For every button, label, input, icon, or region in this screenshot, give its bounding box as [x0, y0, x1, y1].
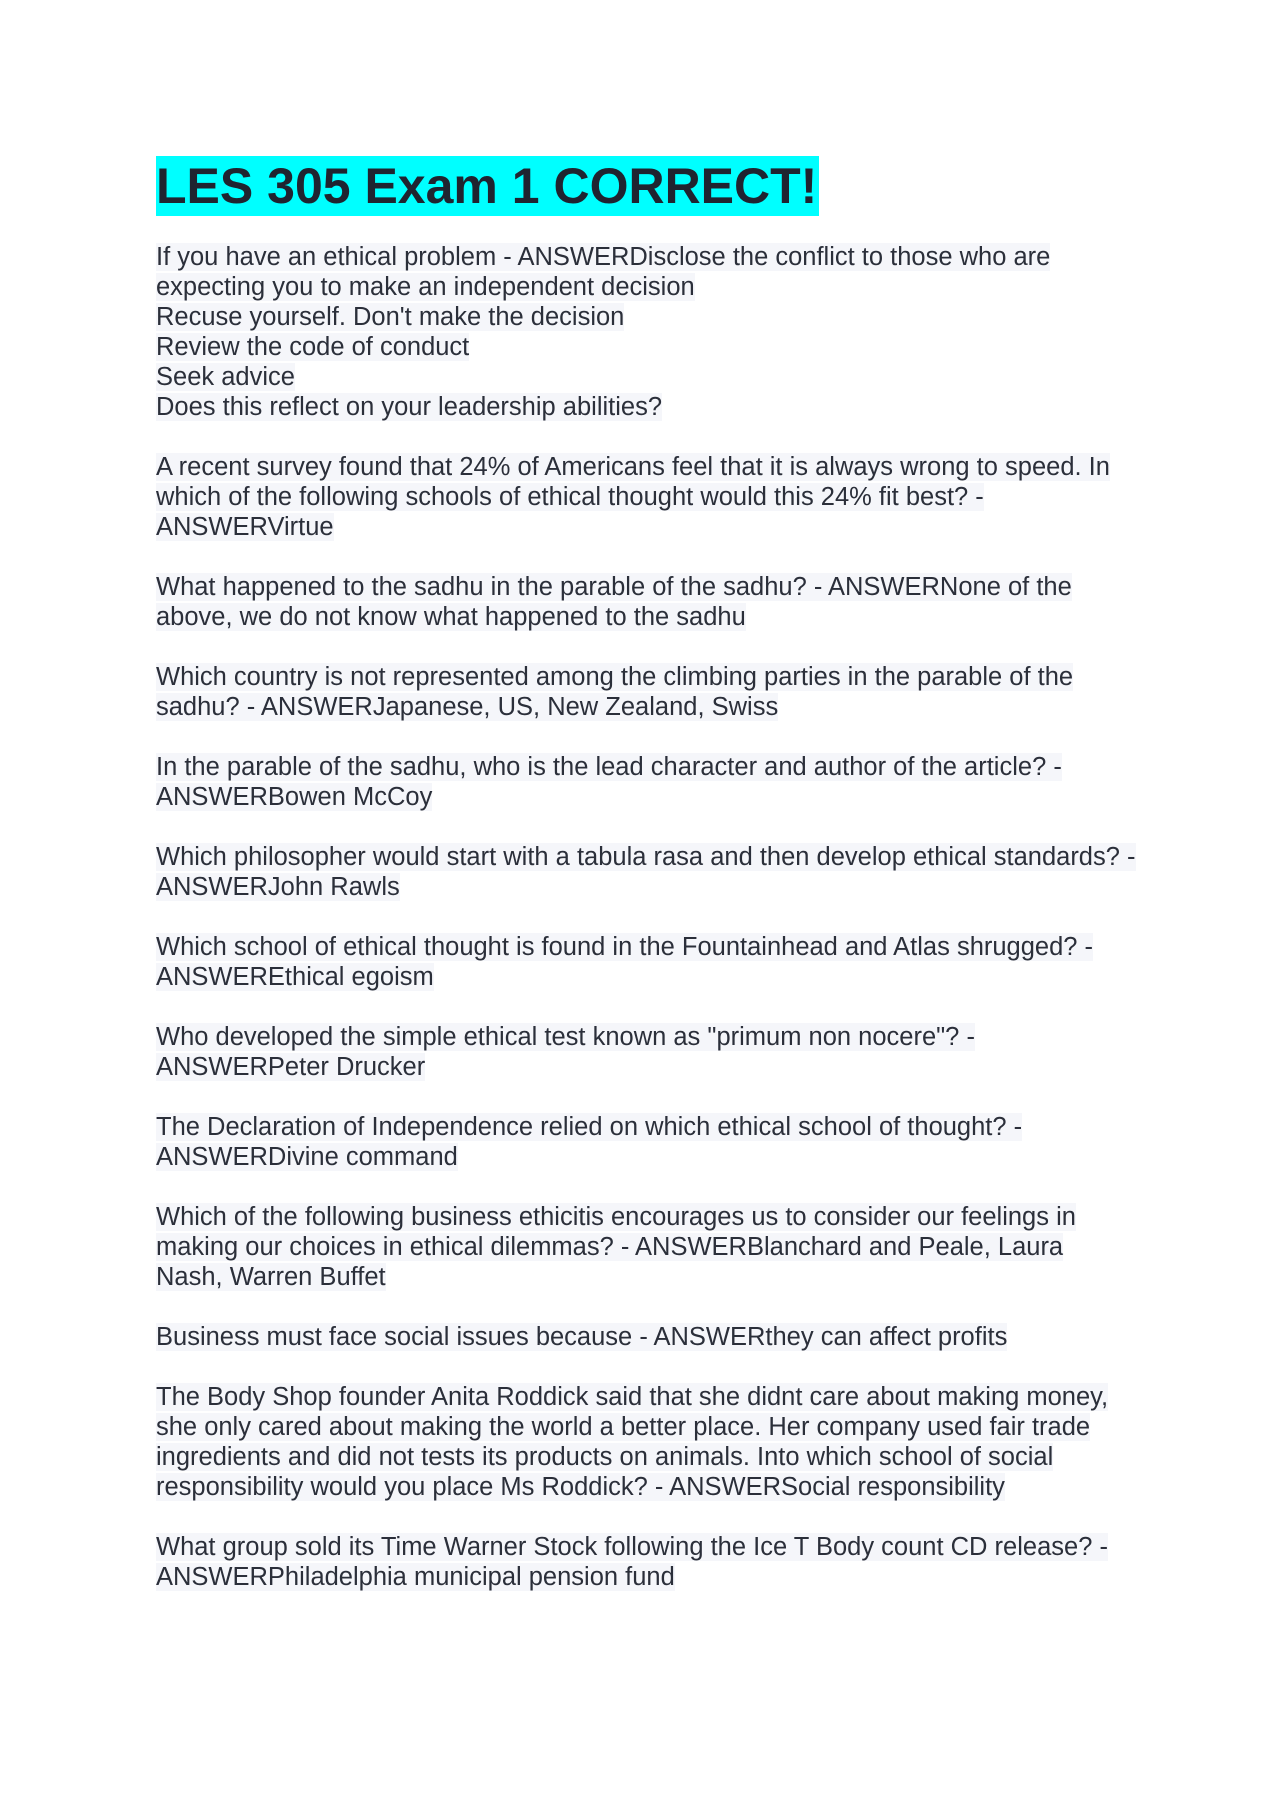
qa-item-5	[156, 752, 1136, 812]
qa-item-6	[156, 842, 1136, 902]
qa-text: Which philosopher would start with a tabula rasa and then develop ethical standards? - ANSWERJohn Rawls	[156, 843, 1136, 901]
qa-text: What group sold its Time Warner Stock following the Ice T Body count CD release? - ANSWERPhiladelphia municipal pension fund	[156, 1533, 1108, 1591]
qa-item-13	[156, 1532, 1136, 1592]
qa-text: What happened to the sadhu in the parable of the sadhu? - ANSWERNone of the above, we do not know what happened to the sadhu	[156, 573, 1072, 631]
qa-line	[156, 302, 1136, 332]
qa-text: If you have an ethical problem - ANSWERDisclose the conflict to those who are expecting you to make an independent decision	[156, 243, 1051, 301]
qa-item-11	[156, 1322, 1136, 1352]
qa-item-2	[156, 452, 1136, 542]
qa-text: Recuse yourself. Don't make the decision	[156, 303, 625, 331]
qa-item-12	[156, 1382, 1136, 1502]
qa-text: Review the code of conduct	[156, 333, 470, 361]
qa-text: In the parable of the sadhu, who is the lead character and author of the article? - ANSWERBowen McCoy	[156, 753, 1062, 811]
qa-line	[156, 242, 1136, 302]
qa-text: A recent survey found that 24% of Americans feel that it is always wrong to speed. In which of the following schools of ethical thought would this 24% fit best? - ANSWERVirtue	[156, 453, 1110, 541]
qa-item-10	[156, 1202, 1136, 1292]
qa-item-8	[156, 1022, 1136, 1082]
document-page	[156, 156, 1136, 1622]
qa-item-3	[156, 572, 1136, 632]
document-title: LES 305 Exam 1 CORRECT!	[156, 158, 818, 214]
qa-item-7	[156, 932, 1136, 992]
qa-text: Who developed the simple ethical test known as "primum non nocere"? - ANSWERPeter Drucker	[156, 1023, 975, 1081]
qa-item-9	[156, 1112, 1136, 1172]
qa-text: The Body Shop founder Anita Roddick said that she didnt care about making money, she only cared about making the world a better place. Her company used fair trade ingredients and did not tests its products on animals. Into which school of social responsibility would you place Ms Roddick? - ANSWERSocial responsibility	[156, 1383, 1109, 1501]
qa-text: Which of the following business ethicitis encourages us to consider our feelings in making our choices in ethical dilemmas? - ANSWERBlanchard and Peale, Laura Nash, Warren Buffet	[156, 1203, 1076, 1291]
qa-item-1	[156, 242, 1136, 422]
qa-line	[156, 362, 1136, 392]
qa-line	[156, 392, 1136, 422]
qa-text: Which school of ethical thought is found in the Fountainhead and Atlas shrugged? - ANSWEREthical egoism	[156, 933, 1094, 991]
qa-item-4	[156, 662, 1136, 722]
qa-text: Does this reflect on your leadership abilities?	[156, 393, 663, 421]
qa-line	[156, 332, 1136, 362]
qa-text: Which country is not represented among the climbing parties in the parable of the sadhu? - ANSWERJapanese, US, New Zealand, Swiss	[156, 663, 1074, 721]
qa-text: The Declaration of Independence relied on which ethical school of thought? - ANSWERDivine command	[156, 1113, 1023, 1171]
qa-text: Seek advice	[156, 363, 295, 391]
qa-list	[156, 242, 1136, 1592]
qa-text: Business must face social issues because - ANSWERthey can affect profits	[156, 1323, 1008, 1351]
